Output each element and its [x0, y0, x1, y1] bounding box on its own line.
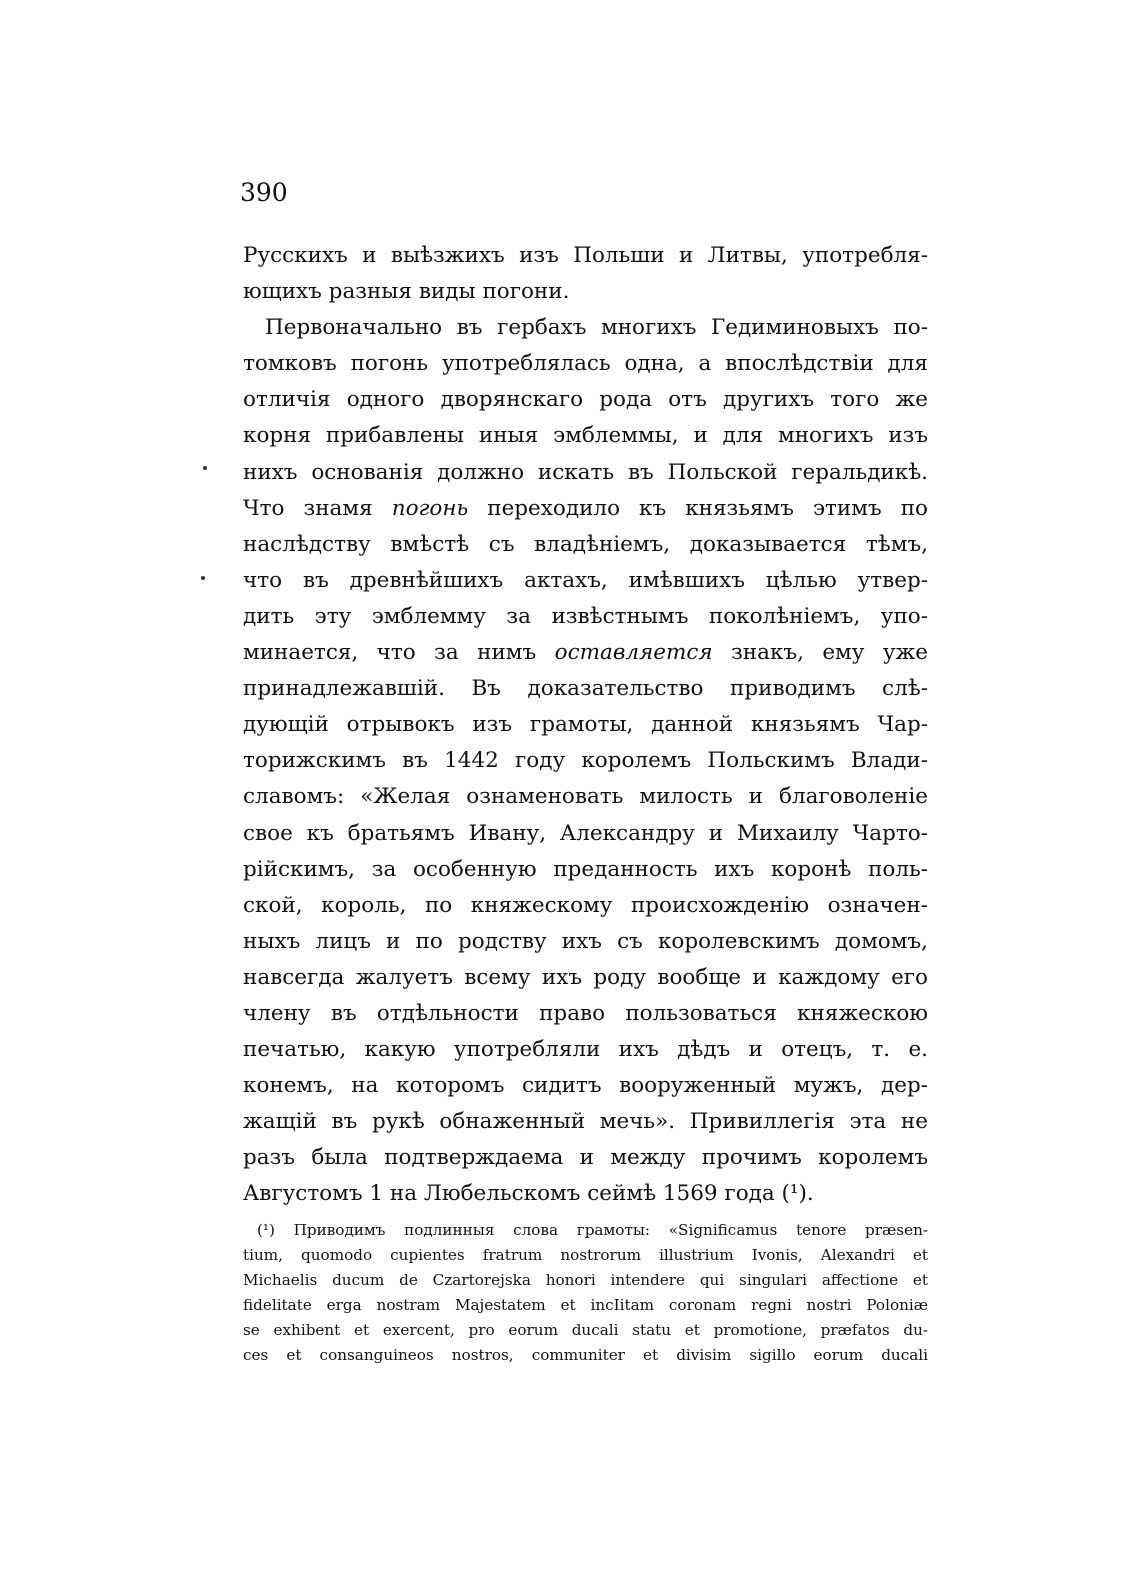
text-run: Русскихъ и выѣзжихъ изъ Польши и Литвы, употребля- [243, 243, 928, 268]
margin-mark [201, 576, 205, 580]
text-run: печатью, какую употребляли ихъ дѣдъ и отецъ, т. е. [243, 1037, 928, 1063]
text-run: разъ была подтверждаема и между прочимъ королемъ [243, 1145, 928, 1171]
text-run: конемъ, на которомъ сидитъ вооруженный мужъ, дер- [243, 1073, 928, 1099]
body-line [243, 1104, 928, 1140]
italic-term: оставляется [554, 640, 713, 666]
text-run: принадлежавшій. Въ доказательство приводимъ слѣ- [243, 676, 928, 702]
text-run: члену въ отдѣльности право пользоваться княжескою [243, 1000, 928, 1026]
body-line [243, 382, 928, 418]
text-run: Первоначально въ гербахъ многихъ Гедиминовыхъ по- [265, 315, 928, 341]
body-line [243, 455, 928, 491]
text-run: отличія одного дворянскаго рода отъ другихъ того же [243, 387, 928, 413]
text-run: знакъ, ему уже [712, 640, 929, 666]
footnote-block [243, 1218, 928, 1368]
text-run: ныхъ лицъ и по родству ихъ съ королевскимъ домомъ, [243, 928, 928, 954]
body-line [243, 346, 928, 382]
italic-term: погонь [391, 495, 469, 521]
body-line [243, 816, 928, 852]
text-run: жащій въ рукѣ обнаженный мечь». Привиллегія эта не [243, 1109, 928, 1135]
body-line [243, 418, 928, 454]
text-run: нихъ основанія должно искать въ Польской геральдикѣ. [243, 459, 928, 485]
body-line [243, 635, 928, 671]
footnote-line: (¹) Приводимъ подлинныя слова грамоты: «Significamus tenore præsen- [257, 1221, 928, 1239]
text-run: дить эту эмблемму за извѣстнымъ поколѣніемъ, упо- [243, 603, 928, 629]
text-run: ской, король, по княжескому происхожденію означен- [243, 892, 928, 918]
body-text [243, 238, 928, 1213]
body-line [243, 960, 928, 996]
text-run: Что знамя [243, 495, 392, 521]
text-run: свое къ братьямъ Ивану, Александру и Михаилу Чарто- [243, 820, 928, 846]
text-run: дующій отрывокъ изъ грамоты, данной князьямъ Чар- [243, 712, 928, 738]
body-line [243, 743, 928, 779]
body-line [243, 599, 928, 635]
body-line [243, 310, 928, 346]
body-line [243, 924, 928, 960]
body-line [243, 274, 928, 310]
footnote-line: se exhibent et exercent, pro eorum ducali statu et promotione, præfatos du- [243, 1321, 928, 1339]
footnote-line: tium, quomodo cupientes fratrum nostrorum illustrium Ivonis, Alexandri et [243, 1246, 928, 1264]
body-line [243, 238, 928, 274]
margin-mark [203, 466, 207, 470]
body-line [243, 779, 928, 815]
footnote-line: fidelitate erga nostram Majestatem et incIitam coronam regni nostri Poloniæ [243, 1296, 928, 1314]
text-run: ющихъ разныя виды погони. [243, 279, 570, 305]
body-line [243, 1176, 928, 1212]
text-run: переходило къ князьямъ этимъ по [468, 495, 928, 521]
text-run: навсегда жалуетъ всему ихъ роду вообще и каждому его [243, 964, 928, 990]
body-line [243, 996, 928, 1032]
body-line [243, 491, 928, 527]
text-run: Августомъ 1 на Любельскомъ сеймѣ 1569 года (¹). [243, 1181, 814, 1207]
body-line [243, 1068, 928, 1104]
text-run: рійскимъ, за особенную преданность ихъ коронѣ поль- [243, 856, 928, 882]
body-line [243, 888, 928, 924]
text-run: минается, что за нимъ [243, 640, 555, 666]
body-line [243, 1140, 928, 1176]
footnote-line: ces et consanguineos nostros, communiter et divisim sigillo eorum ducali [243, 1346, 928, 1364]
body-line [243, 1032, 928, 1068]
text-run: корня прибавлены иныя эмблеммы, и для многихъ изъ [243, 423, 928, 449]
body-line [243, 671, 928, 707]
text-run: томковъ погонь употреблялась одна, а впослѣдствіи для [243, 351, 928, 377]
text-run: что въ древнѣйшихъ актахъ, имѣвшихъ цѣлью утвер- [243, 567, 928, 593]
text-run: славомъ: «Желая ознаменовать милость и благоволеніе [243, 784, 928, 810]
footnote-line: Michaelis ducum de Czartorejska honori intendere qui singulari affectione et [243, 1271, 928, 1289]
body-line [243, 563, 928, 599]
text-run: наслѣдству вмѣстѣ съ владѣніемъ, доказывается тѣмъ, [243, 531, 928, 557]
body-line [243, 707, 928, 743]
text-run: торижскимъ въ 1442 году королемъ Польскимъ Влади- [243, 748, 928, 774]
body-line [243, 852, 928, 888]
page-number: 390 [240, 178, 288, 207]
body-line [243, 527, 928, 563]
